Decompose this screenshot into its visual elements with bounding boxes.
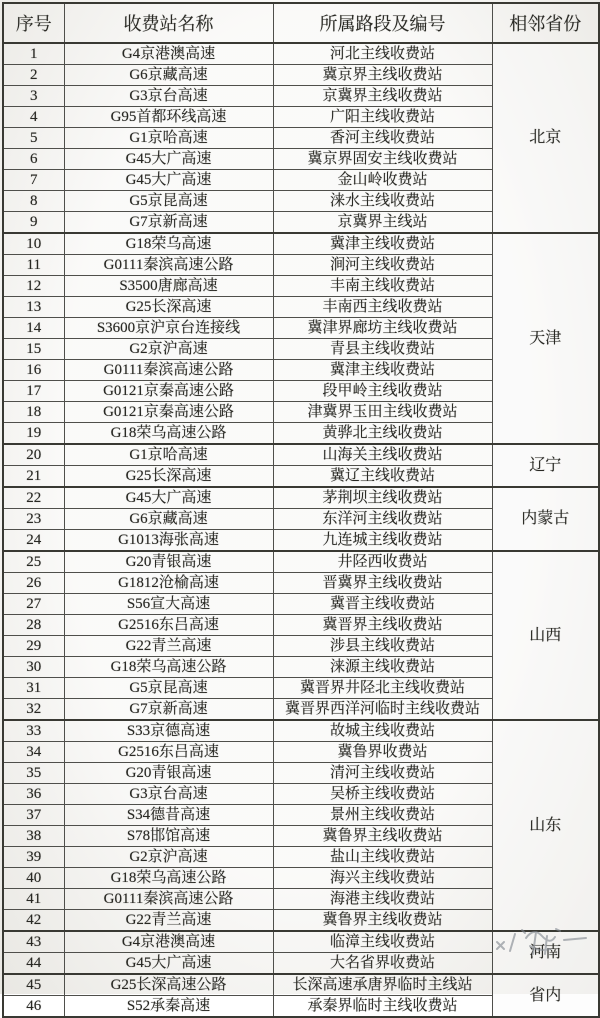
cell-name: G20青银高速	[64, 551, 273, 573]
cell-name: G18荣乌高速公路	[64, 657, 273, 678]
cell-no: 15	[3, 339, 64, 360]
cell-no: 28	[3, 615, 64, 636]
cell-province: 省内	[492, 974, 599, 1017]
table-row	[3, 487, 599, 509]
cell-section: 冀津主线收费站	[273, 233, 492, 255]
cell-section: 清河主线收费站	[273, 763, 492, 784]
cell-section: 冀津界廊坊主线收费站	[273, 318, 492, 339]
cell-section: 段甲岭主线收费站	[273, 381, 492, 402]
cell-section: 青县主线收费站	[273, 339, 492, 360]
cell-no: 1	[3, 43, 64, 65]
cell-section: 涞水主线收费站	[273, 191, 492, 212]
cell-section: 盐山主线收费站	[273, 847, 492, 868]
cell-no: 27	[3, 594, 64, 615]
table-row	[3, 931, 599, 953]
table-row	[3, 444, 599, 466]
cell-no: 24	[3, 530, 64, 552]
cell-name: S52承秦高速	[64, 996, 273, 1018]
cell-no: 32	[3, 699, 64, 721]
cell-no: 43	[3, 931, 64, 953]
cell-name: G25长深高速公路	[64, 974, 273, 996]
cell-name: S56宣大高速	[64, 594, 273, 615]
cell-name: G0121京秦高速公路	[64, 402, 273, 423]
cell-no: 21	[3, 466, 64, 488]
header-row	[3, 3, 599, 43]
cell-no: 46	[3, 996, 64, 1018]
cell-section: 涞源主线收费站	[273, 657, 492, 678]
cell-province: 山东	[492, 720, 599, 931]
cell-section: 长深高速承唐界临时主线站	[273, 974, 492, 996]
cell-no: 29	[3, 636, 64, 657]
cell-no: 22	[3, 487, 64, 509]
cell-section: 海港主线收费站	[273, 889, 492, 910]
cell-no: 26	[3, 573, 64, 594]
toll-table-body	[3, 43, 599, 1017]
cell-section: 冀鲁界主线收费站	[273, 910, 492, 932]
cell-section: 涧河主线收费站	[273, 255, 492, 276]
table-row	[3, 551, 599, 573]
cell-name: S3600京沪京台连接线	[64, 318, 273, 339]
cell-no: 12	[3, 276, 64, 297]
cell-name: G18荣乌高速公路	[64, 868, 273, 889]
cell-name: G18荣乌高速	[64, 233, 273, 255]
cell-no: 8	[3, 191, 64, 212]
cell-name: G22青兰高速	[64, 910, 273, 932]
cell-name: G2516东吕高速	[64, 742, 273, 763]
table-row	[3, 233, 599, 255]
cell-section: 冀鲁界主线收费站	[273, 826, 492, 847]
cell-province: 天津	[492, 233, 599, 444]
cell-name: G25长深高速	[64, 466, 273, 488]
cell-section: 九连城主线收费站	[273, 530, 492, 552]
cell-name: G5京昆高速	[64, 191, 273, 212]
cell-name: G2京沪高速	[64, 339, 273, 360]
cell-no: 9	[3, 212, 64, 234]
cell-section: 临漳主线收费站	[273, 931, 492, 953]
cell-name: G95首都环线高速	[64, 107, 273, 128]
cell-section: 丰南西主线收费站	[273, 297, 492, 318]
cell-no: 40	[3, 868, 64, 889]
cell-no: 44	[3, 953, 64, 975]
cell-section: 冀津主线收费站	[273, 360, 492, 381]
cell-name: G45大广高速	[64, 170, 273, 191]
cell-no: 31	[3, 678, 64, 699]
cell-no: 41	[3, 889, 64, 910]
header-name: 收费站名称	[64, 3, 273, 43]
cell-section: 丰南主线收费站	[273, 276, 492, 297]
cell-name: G2京沪高速	[64, 847, 273, 868]
cell-no: 35	[3, 763, 64, 784]
cell-section: 京冀界主线站	[273, 212, 492, 234]
cell-section: 黄骅北主线收费站	[273, 423, 492, 445]
cell-section: 广阳主线收费站	[273, 107, 492, 128]
cell-no: 30	[3, 657, 64, 678]
cell-name: G1京哈高速	[64, 128, 273, 149]
cell-no: 33	[3, 720, 64, 742]
toll-station-table	[2, 2, 600, 1018]
cell-name: G1京哈高速	[64, 444, 273, 466]
cell-section: 涉县主线收费站	[273, 636, 492, 657]
cell-name: S78邯馆高速	[64, 826, 273, 847]
cell-no: 45	[3, 974, 64, 996]
cell-no: 10	[3, 233, 64, 255]
cell-name: G7京新高速	[64, 699, 273, 721]
cell-name: G2516东吕高速	[64, 615, 273, 636]
table-row	[3, 43, 599, 65]
cell-section: 冀晋主线收费站	[273, 594, 492, 615]
cell-name: G0111秦滨高速公路	[64, 889, 273, 910]
cell-name: G22青兰高速	[64, 636, 273, 657]
cell-name: G5京昆高速	[64, 678, 273, 699]
header-province: 相邻省份	[492, 3, 599, 43]
cell-name: G20青银高速	[64, 763, 273, 784]
cell-no: 6	[3, 149, 64, 170]
cell-name: G3京台高速	[64, 784, 273, 805]
cell-name: G7京新高速	[64, 212, 273, 234]
cell-name: G45大广高速	[64, 149, 273, 170]
cell-section: 茅荆坝主线收费站	[273, 487, 492, 509]
cell-province: 河南	[492, 931, 599, 974]
cell-name: G18荣乌高速公路	[64, 423, 273, 445]
cell-section: 津冀界玉田主线收费站	[273, 402, 492, 423]
cell-name: S34德昔高速	[64, 805, 273, 826]
cell-section: 河北主线收费站	[273, 43, 492, 65]
header-section: 所属路段及编号	[273, 3, 492, 43]
cell-no: 16	[3, 360, 64, 381]
cell-name: G6京藏高速	[64, 509, 273, 530]
cell-name: S33京德高速	[64, 720, 273, 742]
cell-no: 17	[3, 381, 64, 402]
cell-province: 北京	[492, 43, 599, 233]
cell-no: 14	[3, 318, 64, 339]
cell-no: 11	[3, 255, 64, 276]
cell-section: 冀京界固安主线收费站	[273, 149, 492, 170]
cell-province: 山西	[492, 551, 599, 720]
cell-no: 4	[3, 107, 64, 128]
table-row	[3, 974, 599, 996]
cell-no: 7	[3, 170, 64, 191]
cell-name: G3京台高速	[64, 86, 273, 107]
cell-section: 冀鲁界收费站	[273, 742, 492, 763]
cell-section: 晋冀界主线收费站	[273, 573, 492, 594]
cell-name: G45大广高速	[64, 953, 273, 975]
cell-section: 海兴主线收费站	[273, 868, 492, 889]
header-no: 序号	[3, 3, 64, 43]
cell-province: 辽宁	[492, 444, 599, 487]
cell-section: 景州主线收费站	[273, 805, 492, 826]
cell-section: 金山岭收费站	[273, 170, 492, 191]
cell-no: 18	[3, 402, 64, 423]
cell-name: G25长深高速	[64, 297, 273, 318]
cell-no: 19	[3, 423, 64, 445]
cell-no: 2	[3, 65, 64, 86]
cell-section: 山海关主线收费站	[273, 444, 492, 466]
cell-section: 吴桥主线收费站	[273, 784, 492, 805]
cell-section: 冀晋界西洋河临时主线收费站	[273, 699, 492, 721]
cell-name: G4京港澳高速	[64, 931, 273, 953]
cell-section: 冀京界主线收费站	[273, 65, 492, 86]
cell-no: 39	[3, 847, 64, 868]
cell-no: 5	[3, 128, 64, 149]
cell-no: 42	[3, 910, 64, 932]
cell-section: 东洋河主线收费站	[273, 509, 492, 530]
cell-name: G0111秦滨高速公路	[64, 255, 273, 276]
cell-no: 13	[3, 297, 64, 318]
cell-province: 内蒙古	[492, 487, 599, 551]
cell-no: 37	[3, 805, 64, 826]
cell-no: 38	[3, 826, 64, 847]
cell-section: 香河主线收费站	[273, 128, 492, 149]
cell-no: 25	[3, 551, 64, 573]
cell-section: 故城主线收费站	[273, 720, 492, 742]
cell-name: G4京港澳高速	[64, 43, 273, 65]
cell-section: 井陉西收费站	[273, 551, 492, 573]
cell-no: 20	[3, 444, 64, 466]
cell-name: G1013海张高速	[64, 530, 273, 552]
cell-name: S3500唐廊高速	[64, 276, 273, 297]
cell-name: G0111秦滨高速公路	[64, 360, 273, 381]
cell-section: 冀辽主线收费站	[273, 466, 492, 488]
cell-name: G45大广高速	[64, 487, 273, 509]
cell-name: G6京藏高速	[64, 65, 273, 86]
cell-section: 大名省界收费站	[273, 953, 492, 975]
cell-section: 承秦界临时主线收费站	[273, 996, 492, 1018]
cell-name: G1812沧榆高速	[64, 573, 273, 594]
cell-no: 3	[3, 86, 64, 107]
cell-section: 冀晋界主线收费站	[273, 615, 492, 636]
cell-no: 23	[3, 509, 64, 530]
cell-name: G0121京秦高速公路	[64, 381, 273, 402]
cell-no: 36	[3, 784, 64, 805]
cell-section: 冀晋界井陉北主线收费站	[273, 678, 492, 699]
cell-section: 京冀界主线收费站	[273, 86, 492, 107]
table-row	[3, 720, 599, 742]
cell-no: 34	[3, 742, 64, 763]
